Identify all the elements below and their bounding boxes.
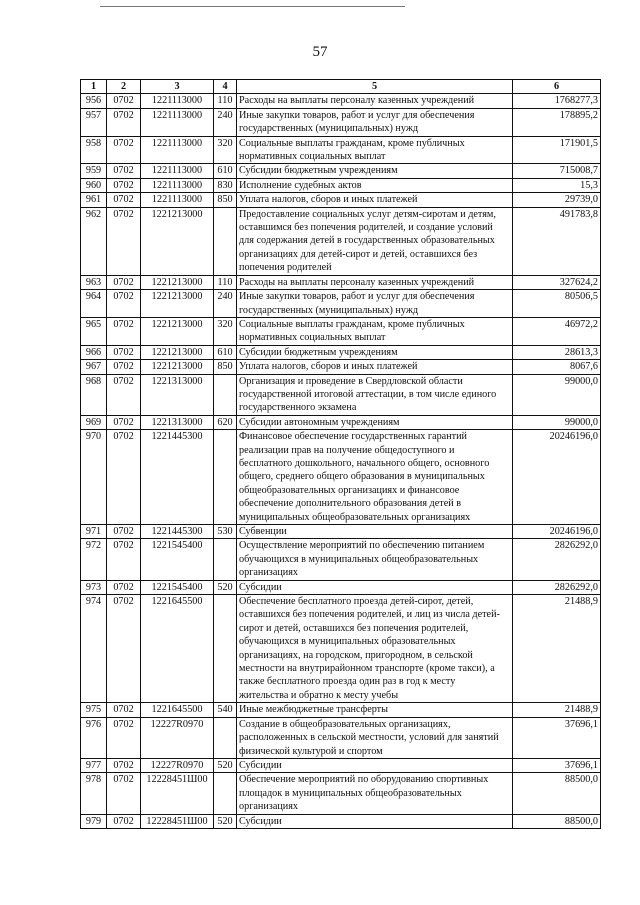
table-row — [81, 415, 601, 429]
item-name-cell — [237, 193, 513, 207]
item-name-line: Уплата налогов, сборов и иных платежей — [239, 194, 418, 206]
section-code-cell: 0702 — [107, 430, 141, 525]
col-header-4: 4 — [214, 80, 237, 94]
section-code-cell: 0702 — [107, 758, 141, 772]
amount-cell: 715008,7 — [513, 164, 601, 178]
amount-cell: 491783,8 — [513, 207, 601, 275]
expense-type-cell: 110 — [214, 275, 237, 289]
table-row — [81, 317, 601, 345]
item-name-line: Обеспечение бесплатного проезда детей-сирот, детей, — [239, 596, 474, 608]
expense-type-cell — [214, 773, 237, 814]
item-name-cell — [237, 275, 513, 289]
table-row — [81, 374, 601, 415]
amount-cell: 171901,5 — [513, 136, 601, 164]
item-name-line: обучающихся в муниципальных общеобразовательных — [239, 553, 479, 565]
expense-type-cell: 320 — [214, 317, 237, 345]
table-row — [81, 164, 601, 178]
table-row — [81, 290, 601, 318]
item-name-line: также бесплатного проезда один раз в год к месту — [239, 676, 456, 688]
item-name-line: государственного экзамена — [239, 402, 357, 414]
section-code-cell: 0702 — [107, 539, 141, 580]
target-article-cell: 1221445300 — [141, 430, 214, 525]
expense-type-cell: 110 — [214, 94, 237, 108]
item-name-line: организациях — [239, 801, 299, 813]
section-code-cell: 0702 — [107, 178, 141, 192]
table-row — [81, 136, 601, 164]
section-code-cell: 0702 — [107, 717, 141, 758]
item-name-line: Создание в общеобразовательных организациях, — [239, 718, 451, 730]
item-name-cell — [237, 814, 513, 828]
row-number-cell: 962 — [81, 207, 107, 275]
expense-type-cell — [214, 595, 237, 703]
item-name-line: оставшихся без попечения родителей, и лиц из числа детей- — [239, 609, 500, 621]
header-row — [81, 80, 601, 94]
expense-type-cell: 520 — [214, 814, 237, 828]
item-name-cell — [237, 525, 513, 539]
target-article-cell: 1221645500 — [141, 703, 214, 717]
expense-type-cell: 520 — [214, 758, 237, 772]
expense-type-cell: 240 — [214, 108, 237, 136]
item-name-line: для содержания детей в государственных образовательных — [239, 235, 495, 247]
target-article-cell: 1221113000 — [141, 94, 214, 108]
expense-type-cell — [214, 539, 237, 580]
expense-type-cell: 850 — [214, 193, 237, 207]
target-article-cell: 1221545400 — [141, 539, 214, 580]
item-name-line: Исполнение судебных актов — [239, 179, 362, 191]
row-number-cell: 961 — [81, 193, 107, 207]
target-article-cell: 12228451Ш00 — [141, 814, 214, 828]
item-name-line: Субсидии — [239, 581, 282, 593]
table-row — [81, 108, 601, 136]
section-code-cell: 0702 — [107, 773, 141, 814]
item-name-line: государственных (муниципальных) нужд — [239, 123, 419, 135]
amount-cell: 46972,2 — [513, 317, 601, 345]
col-header-1: 1 — [81, 80, 107, 94]
item-name-line: Субсидии — [239, 759, 282, 771]
expense-type-cell — [214, 207, 237, 275]
target-article-cell: 1221113000 — [141, 108, 214, 136]
item-name-line: Финансовое обеспечение государственных гарантий — [239, 431, 468, 443]
item-name-line: Осуществление мероприятий по обеспечению питанием — [239, 540, 485, 552]
table-row — [81, 275, 601, 289]
col-header-5: 5 — [237, 80, 513, 94]
expense-type-cell: 540 — [214, 703, 237, 717]
amount-cell: 37696,1 — [513, 758, 601, 772]
item-name-line: Иные межбюджетные трансферты — [239, 704, 388, 716]
expense-type-cell: 530 — [214, 525, 237, 539]
item-name-cell — [237, 595, 513, 703]
expense-type-cell: 610 — [214, 164, 237, 178]
row-number-cell: 975 — [81, 703, 107, 717]
item-name-line: государственной итоговой аттестации, в том числе единого — [239, 388, 497, 400]
item-name-cell — [237, 539, 513, 580]
target-article-cell: 1221313000 — [141, 415, 214, 429]
item-name-line: организациях, на городском, пригородном, в сельской — [239, 649, 473, 661]
expense-type-cell: 320 — [214, 136, 237, 164]
row-number-cell: 979 — [81, 814, 107, 828]
target-article-cell: 1221113000 — [141, 178, 214, 192]
item-name-line: жительства и обратно к месту учебы — [239, 689, 399, 701]
amount-cell: 80506,5 — [513, 290, 601, 318]
amount-cell: 99000,0 — [513, 415, 601, 429]
item-name-cell — [237, 178, 513, 192]
expense-type-cell: 850 — [214, 360, 237, 374]
item-name-line: Социальные выплаты гражданам, кроме публичных — [239, 137, 465, 149]
table-row — [81, 430, 601, 525]
section-code-cell: 0702 — [107, 415, 141, 429]
item-name-cell — [237, 136, 513, 164]
col-header-2: 2 — [107, 80, 141, 94]
section-code-cell: 0702 — [107, 360, 141, 374]
col-header-6: 6 — [513, 80, 601, 94]
amount-cell: 8067,6 — [513, 360, 601, 374]
section-code-cell: 0702 — [107, 275, 141, 289]
row-number-cell: 958 — [81, 136, 107, 164]
row-number-cell: 966 — [81, 345, 107, 359]
amount-cell: 28613,3 — [513, 345, 601, 359]
amount-cell: 2826292,0 — [513, 539, 601, 580]
expense-type-cell — [214, 374, 237, 415]
item-name-line: организациях для детей-сирот и детей, оставшихся без — [239, 248, 478, 260]
amount-cell: 37696,1 — [513, 717, 601, 758]
section-code-cell: 0702 — [107, 193, 141, 207]
item-name-line: площадок в муниципальных общеобразовательных — [239, 787, 462, 799]
item-name-line: расположенных в сельской местности, условий для занятий — [239, 732, 499, 744]
section-code-cell: 0702 — [107, 374, 141, 415]
item-name-line: реализации прав на получение общедоступного и — [239, 444, 455, 456]
target-article-cell: 1221213000 — [141, 275, 214, 289]
target-article-cell: 1221645500 — [141, 595, 214, 703]
row-number-cell: 956 — [81, 94, 107, 108]
target-article-cell: 1221213000 — [141, 360, 214, 374]
expense-type-cell: 520 — [214, 580, 237, 594]
item-name-line: нормативных социальных выплат — [239, 151, 386, 163]
row-number-cell: 978 — [81, 773, 107, 814]
row-number-cell: 977 — [81, 758, 107, 772]
table-row — [81, 580, 601, 594]
row-number-cell: 970 — [81, 430, 107, 525]
item-name-cell — [237, 290, 513, 318]
section-code-cell: 0702 — [107, 108, 141, 136]
item-name-line: Социальные выплаты гражданам, кроме публичных — [239, 318, 465, 330]
amount-cell: 20246196,0 — [513, 525, 601, 539]
item-name-line: обеспечение дополнительного образования детей в — [239, 498, 462, 510]
table-row — [81, 758, 601, 772]
row-number-cell: 973 — [81, 580, 107, 594]
item-name-line: Организация и проведение в Свердловской области — [239, 375, 463, 387]
item-name-cell — [237, 374, 513, 415]
item-name-cell — [237, 717, 513, 758]
table-row — [81, 703, 601, 717]
table-row — [81, 94, 601, 108]
row-number-cell: 965 — [81, 317, 107, 345]
table-row — [81, 178, 601, 192]
target-article-cell: 1221213000 — [141, 317, 214, 345]
target-article-cell: 1221545400 — [141, 580, 214, 594]
amount-cell: 327624,2 — [513, 275, 601, 289]
item-name-line: Иные закупки товаров, работ и услуг для обеспечения — [239, 109, 475, 121]
item-name-line: Субсидии автономным учреждениям — [239, 416, 400, 428]
item-name-line: муниципальных общеобразовательных организациях — [239, 511, 471, 523]
target-article-cell: 1221313000 — [141, 374, 214, 415]
row-number-cell: 971 — [81, 525, 107, 539]
item-name-cell — [237, 345, 513, 359]
amount-cell: 178895,2 — [513, 108, 601, 136]
section-code-cell: 0702 — [107, 595, 141, 703]
item-name-cell — [237, 164, 513, 178]
table-row — [81, 814, 601, 828]
section-code-cell: 0702 — [107, 164, 141, 178]
amount-cell: 15,3 — [513, 178, 601, 192]
amount-cell: 20246196,0 — [513, 430, 601, 525]
row-number-cell: 969 — [81, 415, 107, 429]
col-header-3: 3 — [141, 80, 214, 94]
target-article-cell: 1221213000 — [141, 207, 214, 275]
top-rule — [100, 6, 405, 7]
amount-cell: 99000,0 — [513, 374, 601, 415]
expense-type-cell — [214, 717, 237, 758]
row-number-cell: 974 — [81, 595, 107, 703]
row-number-cell: 960 — [81, 178, 107, 192]
budget-table — [80, 79, 601, 829]
table-row — [81, 207, 601, 275]
row-number-cell: 967 — [81, 360, 107, 374]
item-name-line: оставшимся без попечения родителей, и создание условий — [239, 222, 493, 234]
target-article-cell: 12228451Ш00 — [141, 773, 214, 814]
item-name-cell — [237, 108, 513, 136]
item-name-line: государственных (муниципальных) нужд — [239, 304, 419, 316]
target-article-cell: 12227R0970 — [141, 758, 214, 772]
table-row — [81, 595, 601, 703]
item-name-line: нормативных социальных выплат — [239, 332, 386, 344]
target-article-cell: 1221213000 — [141, 345, 214, 359]
target-article-cell: 12227R0970 — [141, 717, 214, 758]
item-name-line: попечения родителей — [239, 262, 332, 274]
row-number-cell: 963 — [81, 275, 107, 289]
target-article-cell: 1221113000 — [141, 193, 214, 207]
amount-cell: 88500,0 — [513, 773, 601, 814]
row-number-cell: 976 — [81, 717, 107, 758]
item-name-line: Иные закупки товаров, работ и услуг для обеспечения — [239, 291, 475, 303]
target-article-cell: 1221213000 — [141, 290, 214, 318]
item-name-line: сирот и детей, оставшихся без попечения родителей, — [239, 622, 469, 634]
target-article-cell: 1221113000 — [141, 136, 214, 164]
row-number-cell: 959 — [81, 164, 107, 178]
item-name-line: бесплатного дошкольного, начального общего, основного — [239, 457, 490, 469]
table-row — [81, 539, 601, 580]
item-name-line: местности на внутрирайонном транспорте (кроме такси), а — [239, 663, 495, 675]
expense-type-cell: 240 — [214, 290, 237, 318]
amount-cell: 1768277,3 — [513, 94, 601, 108]
section-code-cell: 0702 — [107, 94, 141, 108]
item-name-cell — [237, 430, 513, 525]
item-name-cell — [237, 360, 513, 374]
item-name-cell — [237, 317, 513, 345]
table-row — [81, 525, 601, 539]
item-name-line: Расходы на выплаты персоналу казенных учреждений — [239, 276, 475, 288]
item-name-line: организациях — [239, 567, 299, 579]
item-name-line: физической культурой и спортом — [239, 745, 383, 757]
item-name-cell — [237, 94, 513, 108]
amount-cell: 21488,9 — [513, 703, 601, 717]
item-name-cell — [237, 758, 513, 772]
amount-cell: 2826292,0 — [513, 580, 601, 594]
target-article-cell: 1221445300 — [141, 525, 214, 539]
amount-cell: 29739,0 — [513, 193, 601, 207]
item-name-line: Субвенции — [239, 526, 287, 537]
item-name-cell — [237, 580, 513, 594]
item-name-line: Субсидии — [239, 815, 282, 827]
item-name-line: Обеспечение мероприятий по оборудованию спортивных — [239, 774, 489, 786]
item-name-line: Уплата налогов, сборов и иных платежей — [239, 361, 418, 373]
item-name-cell — [237, 703, 513, 717]
table-row — [81, 193, 601, 207]
section-code-cell: 0702 — [107, 703, 141, 717]
expense-type-cell: 610 — [214, 345, 237, 359]
section-code-cell: 0702 — [107, 580, 141, 594]
expense-type-cell — [214, 430, 237, 525]
expense-type-cell: 620 — [214, 415, 237, 429]
item-name-line: Расходы на выплаты персоналу казенных учреждений — [239, 95, 475, 107]
section-code-cell: 0702 — [107, 136, 141, 164]
row-number-cell: 972 — [81, 539, 107, 580]
section-code-cell: 0702 — [107, 317, 141, 345]
page-number: 57 — [312, 44, 328, 60]
amount-cell: 88500,0 — [513, 814, 601, 828]
target-article-cell: 1221113000 — [141, 164, 214, 178]
item-name-cell — [237, 207, 513, 275]
item-name-cell — [237, 415, 513, 429]
item-name-line: обучающихся в муниципальных образовательных — [239, 636, 456, 648]
item-name-line: Субсидии бюджетным учреждениям — [239, 346, 398, 358]
table-row — [81, 717, 601, 758]
row-number-cell: 957 — [81, 108, 107, 136]
item-name-line: общеобразовательных организациях и финансовое — [239, 484, 460, 496]
row-number-cell: 968 — [81, 374, 107, 415]
section-code-cell: 0702 — [107, 207, 141, 275]
section-code-cell: 0702 — [107, 525, 141, 539]
table-row — [81, 360, 601, 374]
item-name-line: Предоставление социальных услуг детям-сиротам и детям, — [239, 208, 496, 220]
item-name-line: общего, среднего общего образования в муниципальных — [239, 471, 485, 483]
section-code-cell: 0702 — [107, 814, 141, 828]
item-name-line: Субсидии бюджетным учреждениям — [239, 165, 398, 177]
table-body — [81, 94, 601, 829]
section-code-cell: 0702 — [107, 345, 141, 359]
table-row — [81, 345, 601, 359]
expense-type-cell: 830 — [214, 178, 237, 192]
row-number-cell: 964 — [81, 290, 107, 318]
item-name-cell — [237, 773, 513, 814]
section-code-cell: 0702 — [107, 290, 141, 318]
table-row — [81, 773, 601, 814]
amount-cell: 21488,9 — [513, 595, 601, 703]
